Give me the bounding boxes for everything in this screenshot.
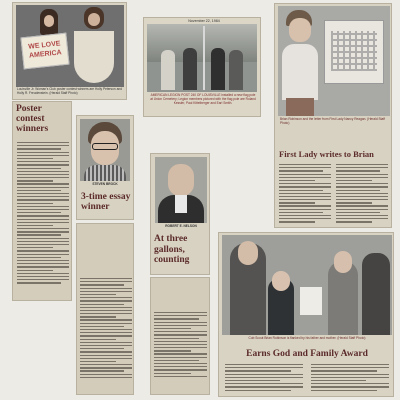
legion-man-4 [229,50,243,90]
mother-head [334,251,352,273]
brian-face [289,18,311,42]
robert-name-caption: ROBERT E. NELSON [165,224,197,228]
award-body-right [311,364,389,393]
computer-console [324,20,384,84]
poster-winners-body [17,142,69,285]
steven-headline: 3-time essay winner [81,192,131,212]
steven-brock-clipping [76,115,134,220]
man-right-figure [362,253,390,335]
legion-flagpole [203,26,205,90]
award-caption: Cub Scout Brian Robinson is flanked by his father and mother. (Herald Staff Photo) [248,336,366,340]
first-lady-clipping [274,3,392,228]
robert-head [168,164,194,196]
poster-sign [20,33,69,70]
first-lady-body-right [336,164,388,225]
poster-winners-article [12,101,72,301]
award-clipping [218,232,394,397]
scout-head [272,271,290,291]
robert-nelson-photo [155,157,207,223]
steven-glasses [92,143,118,150]
brian-pants [286,98,314,116]
father-head [238,241,258,265]
girl-right-face [88,13,100,26]
legion-man-1 [161,50,175,90]
essay-winner-article [76,223,134,395]
girl-left-face [44,15,54,27]
legion-photo [147,24,257,92]
brian-body [282,44,318,100]
brian-caption: Brian Robinson and the letter from First Lady Nancy Reagan. (Herald Staff Photo) [280,117,386,125]
essay-winner-body [80,278,132,380]
console-keys [331,31,377,71]
legion-man-2 [183,48,197,90]
steven-name-caption: STEVEN BROCK [92,182,118,186]
robert-nelson-clipping [150,153,210,275]
steven-shirt [84,165,126,181]
award-photo [222,235,392,335]
gallons-body [154,312,207,379]
legion-clipping [143,17,261,117]
poster-contest-caption: Louisville Jr. Woman's Club poster contest winners are Holly Peterson and Holly R. Freudenstein. (Herald Staff Photo) [17,87,122,95]
poster-contest-clipping [12,2,127,100]
gallons-article [150,277,210,395]
legion-date-stamp: November 22, 1984 [188,19,220,23]
poster-winners-headline: Poster contest winners [16,104,49,134]
robert-headline: At three gallons, counting [154,234,190,265]
award-headline: Earns God and Family Award [246,349,368,359]
first-lady-headline: First Lady writes to Brian [279,149,374,159]
award-certificate [300,287,322,315]
brian-photo [278,6,390,116]
award-body-left [225,364,303,393]
poster-sign-text: WE LOVE AMERICA [28,40,62,60]
poster-contest-photo [16,5,124,87]
legion-man-3 [211,48,225,90]
robert-shirt [175,195,187,213]
legion-caption: AMERICAN LEGION POST 240 OF LOUISVILLE installed a new flag pole at Union Cemetery; Legion members pictured with the flag pole are Roland Kessler, Paul Kittelberger and Earl Smith. [150,93,256,105]
steven-brock-photo [80,119,130,181]
first-lady-body-left [279,164,331,225]
girl-right-poster [74,31,114,83]
